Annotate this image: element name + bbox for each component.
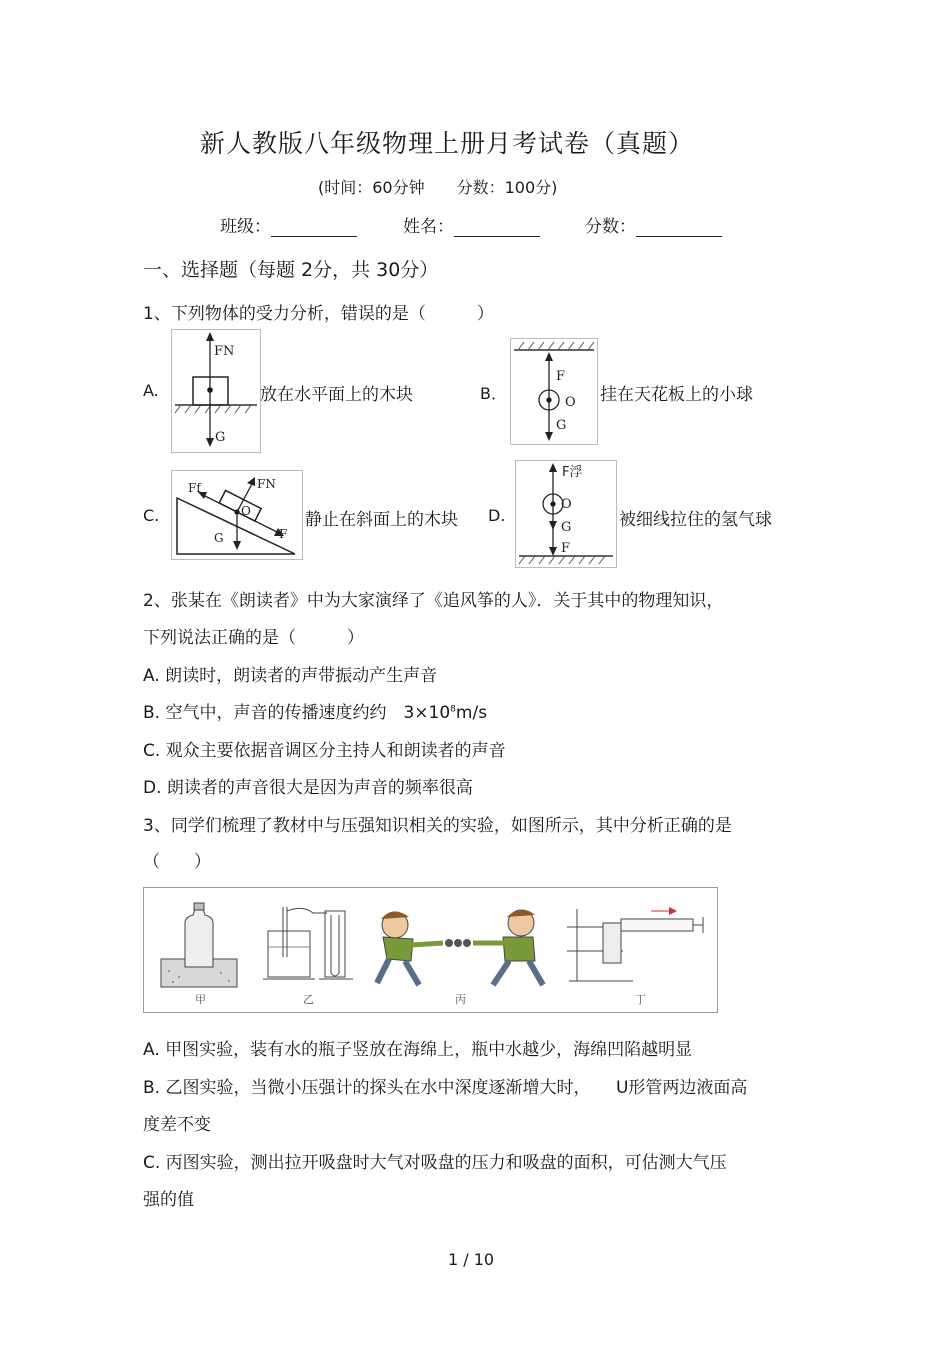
q1-option-b-letter: B． [480,384,507,403]
fig-label-bing: 丙 [455,993,466,1006]
q2-option-b-text: B. 空气中，声音的传播速度约约 3×10 [143,703,451,723]
q3-option-c: C. 丙图实验，测出拉开吸盘时大气对吸盘的压力和吸盘的面积，可估测大气压 [143,1153,727,1173]
score-label: 分数： [585,217,636,237]
q1-option-c-text: 静止在斜面上的木块 [305,510,458,530]
q2-option-d: D. 朗读者的声音很大是因为声音的频率很高 [143,778,473,798]
fig-c-label-ff: Ff [188,481,201,495]
q2-option-b [143,698,487,723]
q1-stem: 1、下列物体的受力分析，错误的是（ ） [143,304,494,324]
page-title: 新人教版八年级物理上册月考试卷（真题） [200,129,695,158]
fig-b-label-g: G [556,418,567,433]
pressure-gauge-illustration [263,907,353,979]
fig-b-label-o: O [565,395,576,410]
q1-option-d-letter: D. [488,506,506,525]
fig-label-yi: 乙 [303,993,314,1006]
page-number: 1 / 10 [448,1250,495,1269]
q3-option-b-continued: 度差不变 [143,1115,211,1135]
q2-option-b-exponent: 8 [450,704,456,715]
q1-option-a-text: 放在水平面上的木块 [260,385,413,405]
fig-label-jia: 甲 [195,993,206,1006]
q2-stem-line2: 下列说法正确的是（ ） [143,628,364,648]
name-label: 姓名： [403,217,454,237]
class-field [220,212,357,237]
fig-c-label-g: G [214,531,224,545]
class-blank[interactable] [271,218,357,237]
class-label: 班级： [220,217,271,237]
sponge-bottle-illustration [161,903,237,987]
score-blank[interactable] [636,218,722,237]
q2-stem-line1: 2、张某在《朗读者》中为大家演绎了《追风筝的人》．关于其中的物理知识， [143,591,724,611]
q3-stem-line1: 3、同学们梳理了教材中与压强知识相关的实验，如图所示，其中分析正确的是 [143,816,732,836]
fig-a-label-fn: FN [214,344,235,359]
fig-a-label-g: G [215,430,226,445]
q1-option-c-letter: C. [143,506,160,525]
name-field [403,212,540,237]
fig-d-label-fbuoy: F浮 [562,465,583,480]
fig-c-label-o: O [241,504,251,518]
name-blank[interactable] [454,218,540,237]
q3-option-a: A. 甲图实验，装有水的瓶子竖放在海绵上，瓶中水越少，海绵凹陷越明显 [143,1040,693,1060]
q1-figure-b [510,338,598,445]
q1-figure-d [515,460,617,568]
fig-c-label-f: F [279,527,288,541]
q2-option-c: C. 观众主要依据音调区分主持人和朗读者的声音 [143,741,506,761]
q1-option-b-text: 挂在天花板上的小球 [600,385,753,405]
fig-d-label-g: G [561,520,572,535]
q1-option-a-letter: A. [143,381,159,400]
q3-stem-line2: （ ） [143,852,211,872]
fig-d-label-o: O [561,497,572,512]
fig-b-label-f: F [556,369,566,384]
q2-option-a: A. 朗读时，朗读者的声带振动产生声音 [143,666,438,686]
fig-c-label-fn: FN [257,477,276,491]
fig-d-label-f: F [561,541,571,556]
q1-figure-a [171,329,261,453]
q3-experiment-figure [143,887,718,1013]
q3-option-c-continued: 强的值 [143,1190,194,1210]
q1-option-d-text: 被细线拉住的氢气球 [619,510,772,530]
fig-label-ding: 丁 [635,993,646,1006]
syringe-stand-illustration [567,907,703,981]
q3-option-b: B. 乙图实验，当微小压强计的探头在水中深度逐渐增大时， U形管两边液面高 [143,1078,748,1098]
score-field [585,212,722,237]
exam-time-score: (时间：60分钟 分数：100分) [318,178,558,197]
tug-of-war-illustration [377,909,543,985]
q2-option-b-unit: m/s [455,703,488,723]
section-heading: 一、选择题（每题 2分，共 30分） [143,259,439,281]
q1-figure-c [171,470,303,560]
